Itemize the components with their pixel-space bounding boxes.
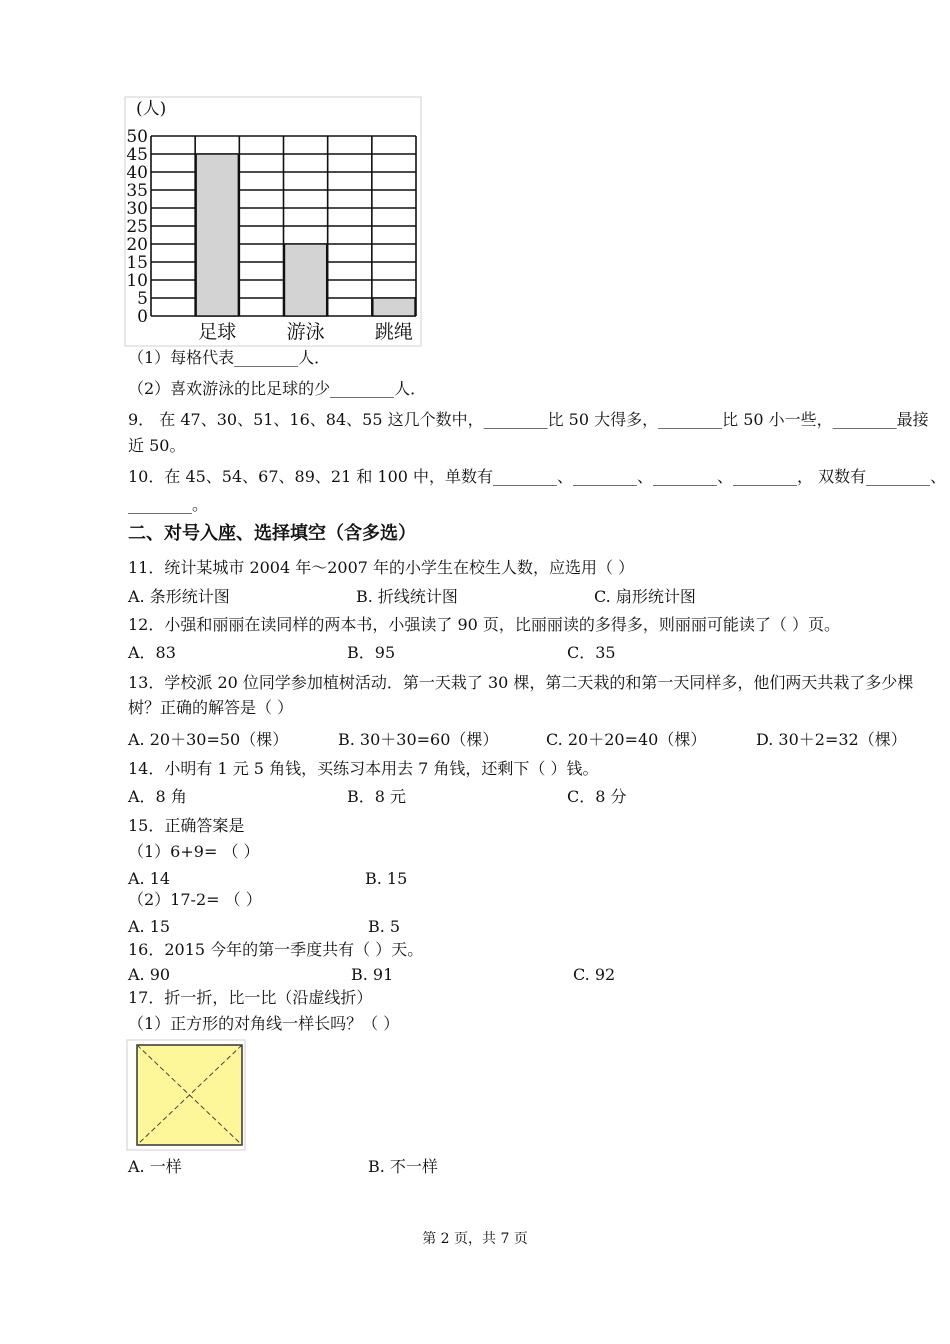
q13-option-a[interactable]: A. 20＋30=50（棵） bbox=[128, 730, 289, 749]
q8-sub2: （2）喜欢游泳的比足球的少________人． bbox=[128, 379, 427, 398]
y-axis-title: (人) bbox=[136, 99, 167, 119]
q9-line1: 9． 在 47、30、51、16、84、55 这几个数中，________比 50 大得多，________比 50 小一些，________最接 bbox=[128, 410, 929, 429]
y-tick-label-5: 5 bbox=[137, 289, 148, 309]
q13-option-c[interactable]: C. 20＋20=40（棵） bbox=[546, 730, 707, 749]
q17-option-a[interactable]: A. 一样 bbox=[128, 1157, 182, 1176]
q11-stem: 11．统计某城市 2004 年～2007 年的小学生在校生人数，应选用（ ） bbox=[128, 558, 635, 577]
y-tick-label-35: 35 bbox=[126, 181, 148, 201]
y-tick-label-50: 50 bbox=[126, 127, 148, 147]
x-tick-label-足球: 足球 bbox=[198, 321, 237, 343]
q15-stem: 15．正确答案是 bbox=[128, 816, 245, 835]
q14-option-c[interactable]: C．8 分 bbox=[567, 787, 627, 806]
bar-跳绳 bbox=[373, 298, 415, 316]
y-tick-label-30: 30 bbox=[126, 199, 148, 219]
x-tick-label-游泳: 游泳 bbox=[286, 321, 325, 343]
bar-chart bbox=[124, 96, 424, 348]
q15-sub2: （2）17-2= （ ） bbox=[128, 890, 262, 909]
q8-sub1: （1）每格代表________人． bbox=[128, 348, 331, 367]
q16-option-b[interactable]: B. 91 bbox=[351, 965, 394, 984]
q13-line2: 树？正确的解答是（ ） bbox=[128, 698, 294, 717]
q15-sub1-option-a[interactable]: A. 14 bbox=[128, 869, 171, 888]
q13-option-d[interactable]: D. 30＋2=32（棵） bbox=[756, 730, 907, 749]
q15-sub1-option-b[interactable]: B. 15 bbox=[365, 869, 408, 888]
q15-sub1: （1）6+9= （ ） bbox=[128, 842, 260, 861]
q12-option-a[interactable]: A．83 bbox=[128, 643, 176, 662]
bar-足球 bbox=[196, 154, 238, 316]
q11-option-c[interactable]: C. 扇形统计图 bbox=[594, 587, 696, 606]
q17-option-b[interactable]: B. 不一样 bbox=[368, 1157, 438, 1176]
q16-stem: 16．2015 今年的第一季度共有（ ）天。 bbox=[128, 940, 424, 959]
y-tick-label-20: 20 bbox=[126, 235, 148, 255]
q12-stem: 12．小强和丽丽在读同样的两本书，小强读了 90 页，比丽丽读的多得多，则丽丽可能读了（ ）页。 bbox=[128, 615, 840, 634]
y-tick-label-40: 40 bbox=[126, 163, 148, 183]
q16-option-a[interactable]: A. 90 bbox=[128, 965, 171, 984]
q16-option-c[interactable]: C. 92 bbox=[573, 965, 616, 984]
page-footer: 第 2 页，共 7 页 bbox=[422, 1231, 528, 1247]
q15-sub2-option-b[interactable]: B. 5 bbox=[368, 917, 401, 936]
q12-option-b[interactable]: B．95 bbox=[347, 643, 396, 662]
q9-line2: 近 50。 bbox=[128, 436, 186, 455]
q14-stem: 14．小明有 1 元 5 角钱，买练习本用去 7 角钱，还剩下（ ）钱。 bbox=[128, 759, 599, 778]
q11-option-b[interactable]: B. 折线统计图 bbox=[356, 587, 458, 606]
square-diagonals-figure bbox=[126, 1039, 246, 1151]
q17-stem: 17．折一折，比一比（沿虚线折） bbox=[128, 988, 373, 1007]
q14-option-b[interactable]: B．8 元 bbox=[347, 787, 407, 806]
y-tick-label-10: 10 bbox=[126, 271, 148, 291]
y-tick-label-25: 25 bbox=[126, 217, 148, 237]
q17-sub1: （1）正方形的对角线一样长吗？（ ） bbox=[128, 1014, 400, 1033]
y-tick-label-0: 0 bbox=[137, 307, 148, 327]
q10-line1: 10．在 45、54、67、89、21 和 100 中，单数有________、________、________、________， 双数有________、 bbox=[128, 467, 947, 486]
q13-line1: 13．学校派 20 位同学参加植树活动．第一天栽了 30 棵，第二天栽的和第一天同样多，他们两天共栽了多少棵 bbox=[128, 673, 914, 692]
q11-option-a[interactable]: A. 条形统计图 bbox=[128, 587, 230, 606]
bar-游泳 bbox=[285, 244, 327, 316]
q13-option-b[interactable]: B. 30＋30=60（棵） bbox=[338, 730, 499, 749]
section-heading: 二、对号入座、选择填空（含多选） bbox=[128, 523, 416, 544]
q15-sub2-option-a[interactable]: A. 15 bbox=[128, 917, 171, 936]
y-tick-label-15: 15 bbox=[126, 253, 148, 273]
q10-line2: ________。 bbox=[128, 495, 209, 514]
q14-option-a[interactable]: A．8 角 bbox=[128, 787, 187, 806]
x-tick-label-跳绳: 跳绳 bbox=[374, 321, 413, 343]
q12-option-c[interactable]: C．35 bbox=[567, 643, 616, 662]
y-tick-label-45: 45 bbox=[126, 145, 148, 165]
